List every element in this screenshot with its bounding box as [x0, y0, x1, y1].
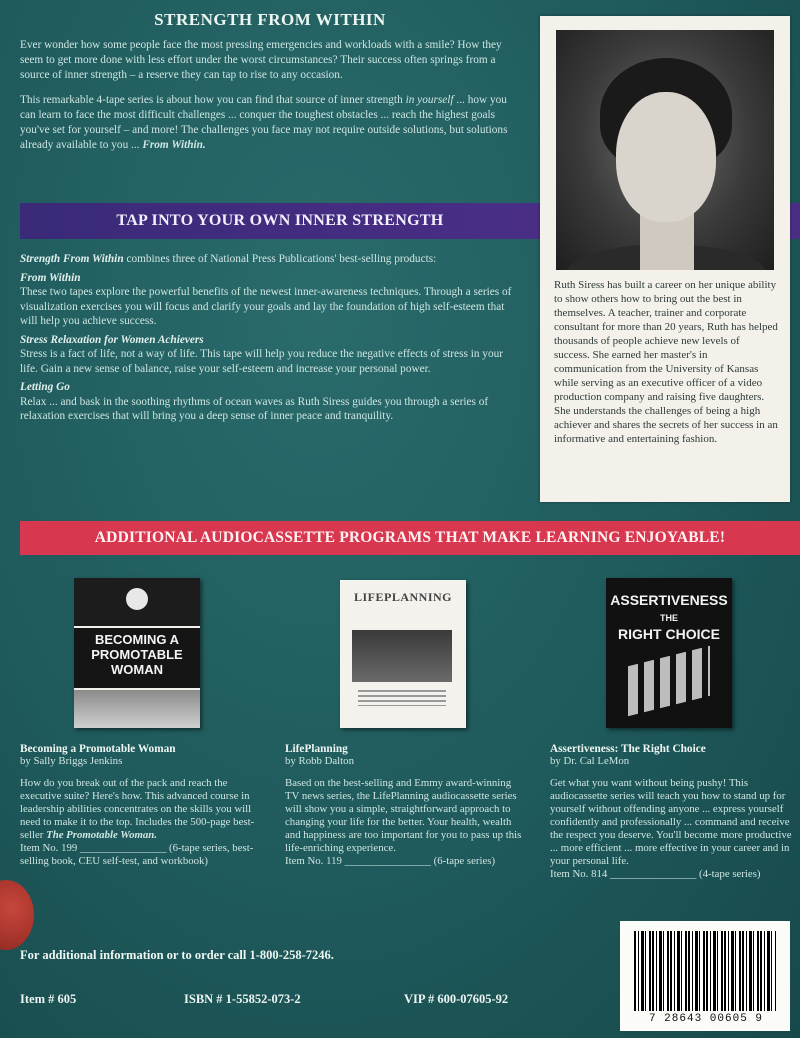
program-desc-text: Based on the best-selling and Emmy award-winning TV news series, the LifePlanning audiocassette series will show you a simple, straightforward approach to changing your life for the better. Your health, wealth and happiness are too important for you to pass up this life-enriching experience.	[285, 777, 522, 854]
program-description	[20, 777, 260, 868]
program-desc-text: How do you break out of the pack and reach the executive suite? Here's how. This advanced course in leadership abilities concentrates on the skills you will need to make it to the top. Includes the 500-page best-seller	[20, 777, 255, 841]
cover-lifeplanning	[340, 580, 466, 728]
program-description	[550, 777, 792, 881]
page-title: STRENGTH FROM WITHIN	[154, 10, 386, 29]
program-item: Item No. 119 ________________ (6-tape series)	[285, 855, 496, 867]
program-desc-emphasis: The Promotable Woman.	[46, 829, 157, 841]
cover3-title-a: ASSERTIVENESS	[610, 592, 728, 608]
cover-assertiveness	[606, 578, 732, 728]
cover3-title-b: THE	[660, 613, 678, 623]
product-heading-stress: Stress Relaxation for Women Achievers	[20, 333, 204, 346]
intro-paragraph-1: Ever wonder how some people face the most pressing emergencies and workloads with a smile? How they seem to get more done with less effort under the worst circumstances? Their success often springs from a source of inner strength – a reserve they can tap to rise to any occasion.	[20, 39, 502, 81]
price-sticker	[0, 880, 34, 950]
program-author: by Sally Briggs Jenkins	[20, 755, 123, 767]
product-text-from-within: These two tapes explore the powerful benefits of the newest inner-awareness techniques. Through a series of visualization exercises you will focus and clarify your goals and lay the foundation of high self-esteem that will help you achieve success.	[20, 286, 512, 327]
author-bio: Ruth Siress has built a career on her unique ability to show others how to bring out the best in themselves. A teacher, trainer and corporate consultant for more than 20 years, Ruth has helped thousands of people achieve new levels of success. She earned her master's in communication from the University of Kansas while serving as an executive officer of a video production company and raising five daughters. She understands the challenges of being a high achiever and shares the secrets of her success in an informative and entertaining fashion.	[554, 279, 778, 445]
cover2-title: LIFEPLANNING	[353, 590, 452, 604]
product-text-letting-go: Relax ... and bask in the soothing rhythms of ocean waves as Ruth Siress guides you through a series of relaxation exercises that will bring you a deep sense of inner peace and tranquility.	[20, 395, 489, 422]
program-promotable-woman	[20, 743, 260, 868]
cover1-gradient	[74, 690, 200, 728]
author-panel	[540, 16, 790, 502]
author-photo	[556, 30, 774, 270]
cover3-title	[606, 592, 732, 642]
additional-programs-banner: ADDITIONAL AUDIOCASSETTE PROGRAMS THAT MAKE LEARNING ENJOYABLE!	[20, 521, 800, 555]
product-heading-from-within: From Within	[20, 271, 81, 284]
program-desc-text: Get what you want without being pushy! This audiocassette series will teach you how to stand up for yourself without offending anyone ... express yourself confidently and professionally ... command and receive the respect you deserve. You'll become more productive ... more efficient ... more effective in your career and in your personal life.	[550, 777, 792, 867]
intro-text	[20, 38, 522, 163]
products-section	[20, 252, 522, 428]
tap-banner: TAP INTO YOUR OWN INNER STRENGTH	[20, 203, 540, 239]
footer-vip: VIP # 600-07605-92	[404, 992, 509, 1006]
program-title: Assertiveness: The Right Choice	[550, 743, 706, 755]
cover3-title-c: RIGHT CHOICE	[618, 626, 720, 642]
barcode-box	[620, 921, 790, 1031]
program-item: Item No. 814 ________________ (4-tape series)	[550, 868, 761, 880]
intro-paragraph-2	[20, 93, 522, 153]
program-item: Item No. 199 ________________ (6-tape series, best-selling book, CEU self-test, and workbook)	[20, 842, 254, 867]
footer-item-number: Item # 605	[20, 992, 77, 1006]
intro-p2-emphasis: in yourself	[405, 94, 454, 106]
photo-face	[616, 92, 716, 222]
program-lifeplanning	[285, 743, 525, 868]
program-description	[285, 777, 525, 868]
cover2-text-lines	[358, 690, 446, 706]
program-title: Becoming a Promotable Woman	[20, 743, 176, 755]
cover2-group-photo	[352, 630, 452, 682]
products-intro	[20, 252, 522, 267]
program-author: by Dr. Cal LeMon	[550, 755, 630, 767]
order-info: For additional information or to order call 1-800-258-7246.	[20, 948, 334, 962]
cover3-bars-graphic	[628, 646, 710, 716]
program-assertiveness	[550, 743, 792, 881]
barcode-number: 7 28643 00605 9	[648, 1013, 764, 1025]
footer-isbn: ISBN # 1-55852-073-2	[184, 992, 301, 1006]
cover1-logo-icon	[126, 588, 148, 610]
products-intro-text: combines three of National Press Publications' best-selling products:	[126, 253, 437, 265]
cover1-title: BECOMING A PROMOTABLE WOMAN	[74, 628, 200, 688]
intro-p2-strong: From Within.	[142, 139, 206, 151]
intro-p2-part-b: ... how you can learn to face the most difficult challenges ... conquer the toughest obstacles ... reach the highest goals you've set for yourself – and more! The challenges you face may not require outside solutions, but solutions already available to you ...	[20, 94, 508, 151]
barcode-icon	[634, 931, 776, 1011]
cover-promotable-woman	[74, 578, 200, 728]
products-intro-title: Strength From Within	[20, 253, 124, 265]
intro-p2-part-a: This remarkable 4-tape series is about how you can find that source of inner strength	[20, 94, 403, 106]
product-heading-letting-go: Letting Go	[20, 381, 70, 393]
product-text-stress: Stress is a fact of life, not a way of life. This tape will help you reduce the negative effects of stress in your life. Gain a new sense of balance, raise your self-esteem and increase your personal power.	[20, 348, 504, 375]
program-author: by Robb Dalton	[285, 755, 354, 767]
program-title: LifePlanning	[285, 743, 348, 755]
